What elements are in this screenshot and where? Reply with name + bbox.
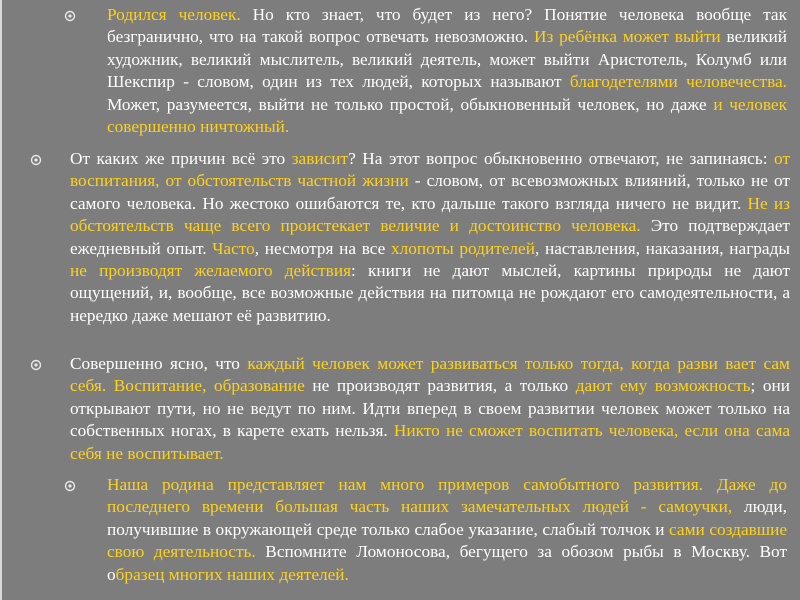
highlighted-text: Часто [212, 238, 255, 258]
text-run: Но кто знает, что будет из него? Понятие человека вообще так безгранично, что на такой вопрос отвечать невозможно. [107, 5, 787, 47]
highlighted-text: Из ребёнка может выйти [533, 27, 721, 47]
text-run: - словом, от всевозможных влияний, только не от самого человека. Но жестоко ошибаются те, кто дальше такого взгляда ничего не видит. [70, 171, 790, 213]
text-run: ? На этот вопрос обыкновенно отвечают, не запинаясь: [348, 149, 775, 168]
text-run: великий художник, великий мыслитель, великий деятель, может выйти Аристотель, Колумб или Шекспир - словом, один из тех людей, которых называют [107, 27, 788, 92]
text-run: люди, получившие в окружающей среде только слабое указание, слабый толчок и [107, 497, 787, 539]
text-run: ; они открывают пути, но не ведут по ним. Идти вперед в своем развитии человек может только на собственных ногах, в карете ехать нельзя. [70, 376, 791, 441]
highlighted-text: благодетелями человечества. [569, 72, 787, 92]
highlighted-text: Не из обстоятельств чаще всего проистекает величие и достоинство человека. [70, 193, 791, 236]
circle-dot-bullet-icon [64, 10, 76, 22]
paragraph-3 [70, 353, 790, 465]
highlighted-text: Наша родина представляет нам много примеров самобытного развития. Даже до последнего времени большая часть наших замечательных людей - самоучки, [107, 475, 787, 517]
circle-dot-bullet-icon [30, 154, 42, 166]
text-run: , наставления, наказания, награды [534, 238, 790, 258]
highlighted-text: сами создавшие свою деятельность. [107, 519, 787, 562]
highlighted-text: Родился человек. [107, 5, 241, 24]
paragraph-1 [107, 4, 787, 138]
text-run: Это подтверждает ежедневный опыт. [70, 216, 790, 258]
highlighted-text: бразец многих наших деятелей. [115, 564, 349, 584]
text-run: Вспомните Ломоносова, бегущего за обозом рыбы в Москву. Вот о [107, 542, 788, 584]
circle-dot-bullet-icon [30, 359, 42, 371]
text-run: Совершенно ясно, что [70, 354, 248, 373]
text-run: : книги не дают мыслей, картины природы не дают ощущений, и, вообще, все возможные действия на питомца не рождают его самодеятельности, а нередко даже мешают её развитию. [70, 261, 790, 325]
highlighted-text: не производят желаемого действия [70, 261, 352, 281]
highlighted-text: дают ему возможность [575, 376, 751, 396]
paragraph-4 [107, 474, 787, 586]
highlighted-text: каждый человек может развиваться только тогда, когда разви вает сам себя. Воспитание, образование [70, 354, 790, 396]
highlighted-text: хлопоты родителей [390, 238, 535, 258]
circle-dot-bullet-icon [64, 480, 76, 492]
highlighted-text: Никто не сможет воспитать человека, если она сама себя не воспитывает. [70, 421, 791, 463]
text-run: , несмотря на все [254, 238, 391, 258]
text-run: Может, разумеется, выйти не только простой, обыкновенный человек, но даже [107, 94, 714, 114]
highlighted-text: от воспитания, от обстоятельств частной жизни [70, 149, 790, 191]
paragraph-2 [70, 148, 790, 327]
text-run: не производят развития, а только [304, 376, 576, 396]
highlighted-text: зависит [291, 149, 349, 168]
highlighted-text: и человек совершенно ничтожный. [107, 94, 787, 137]
text-run: От каких же причин всё это [70, 149, 292, 168]
